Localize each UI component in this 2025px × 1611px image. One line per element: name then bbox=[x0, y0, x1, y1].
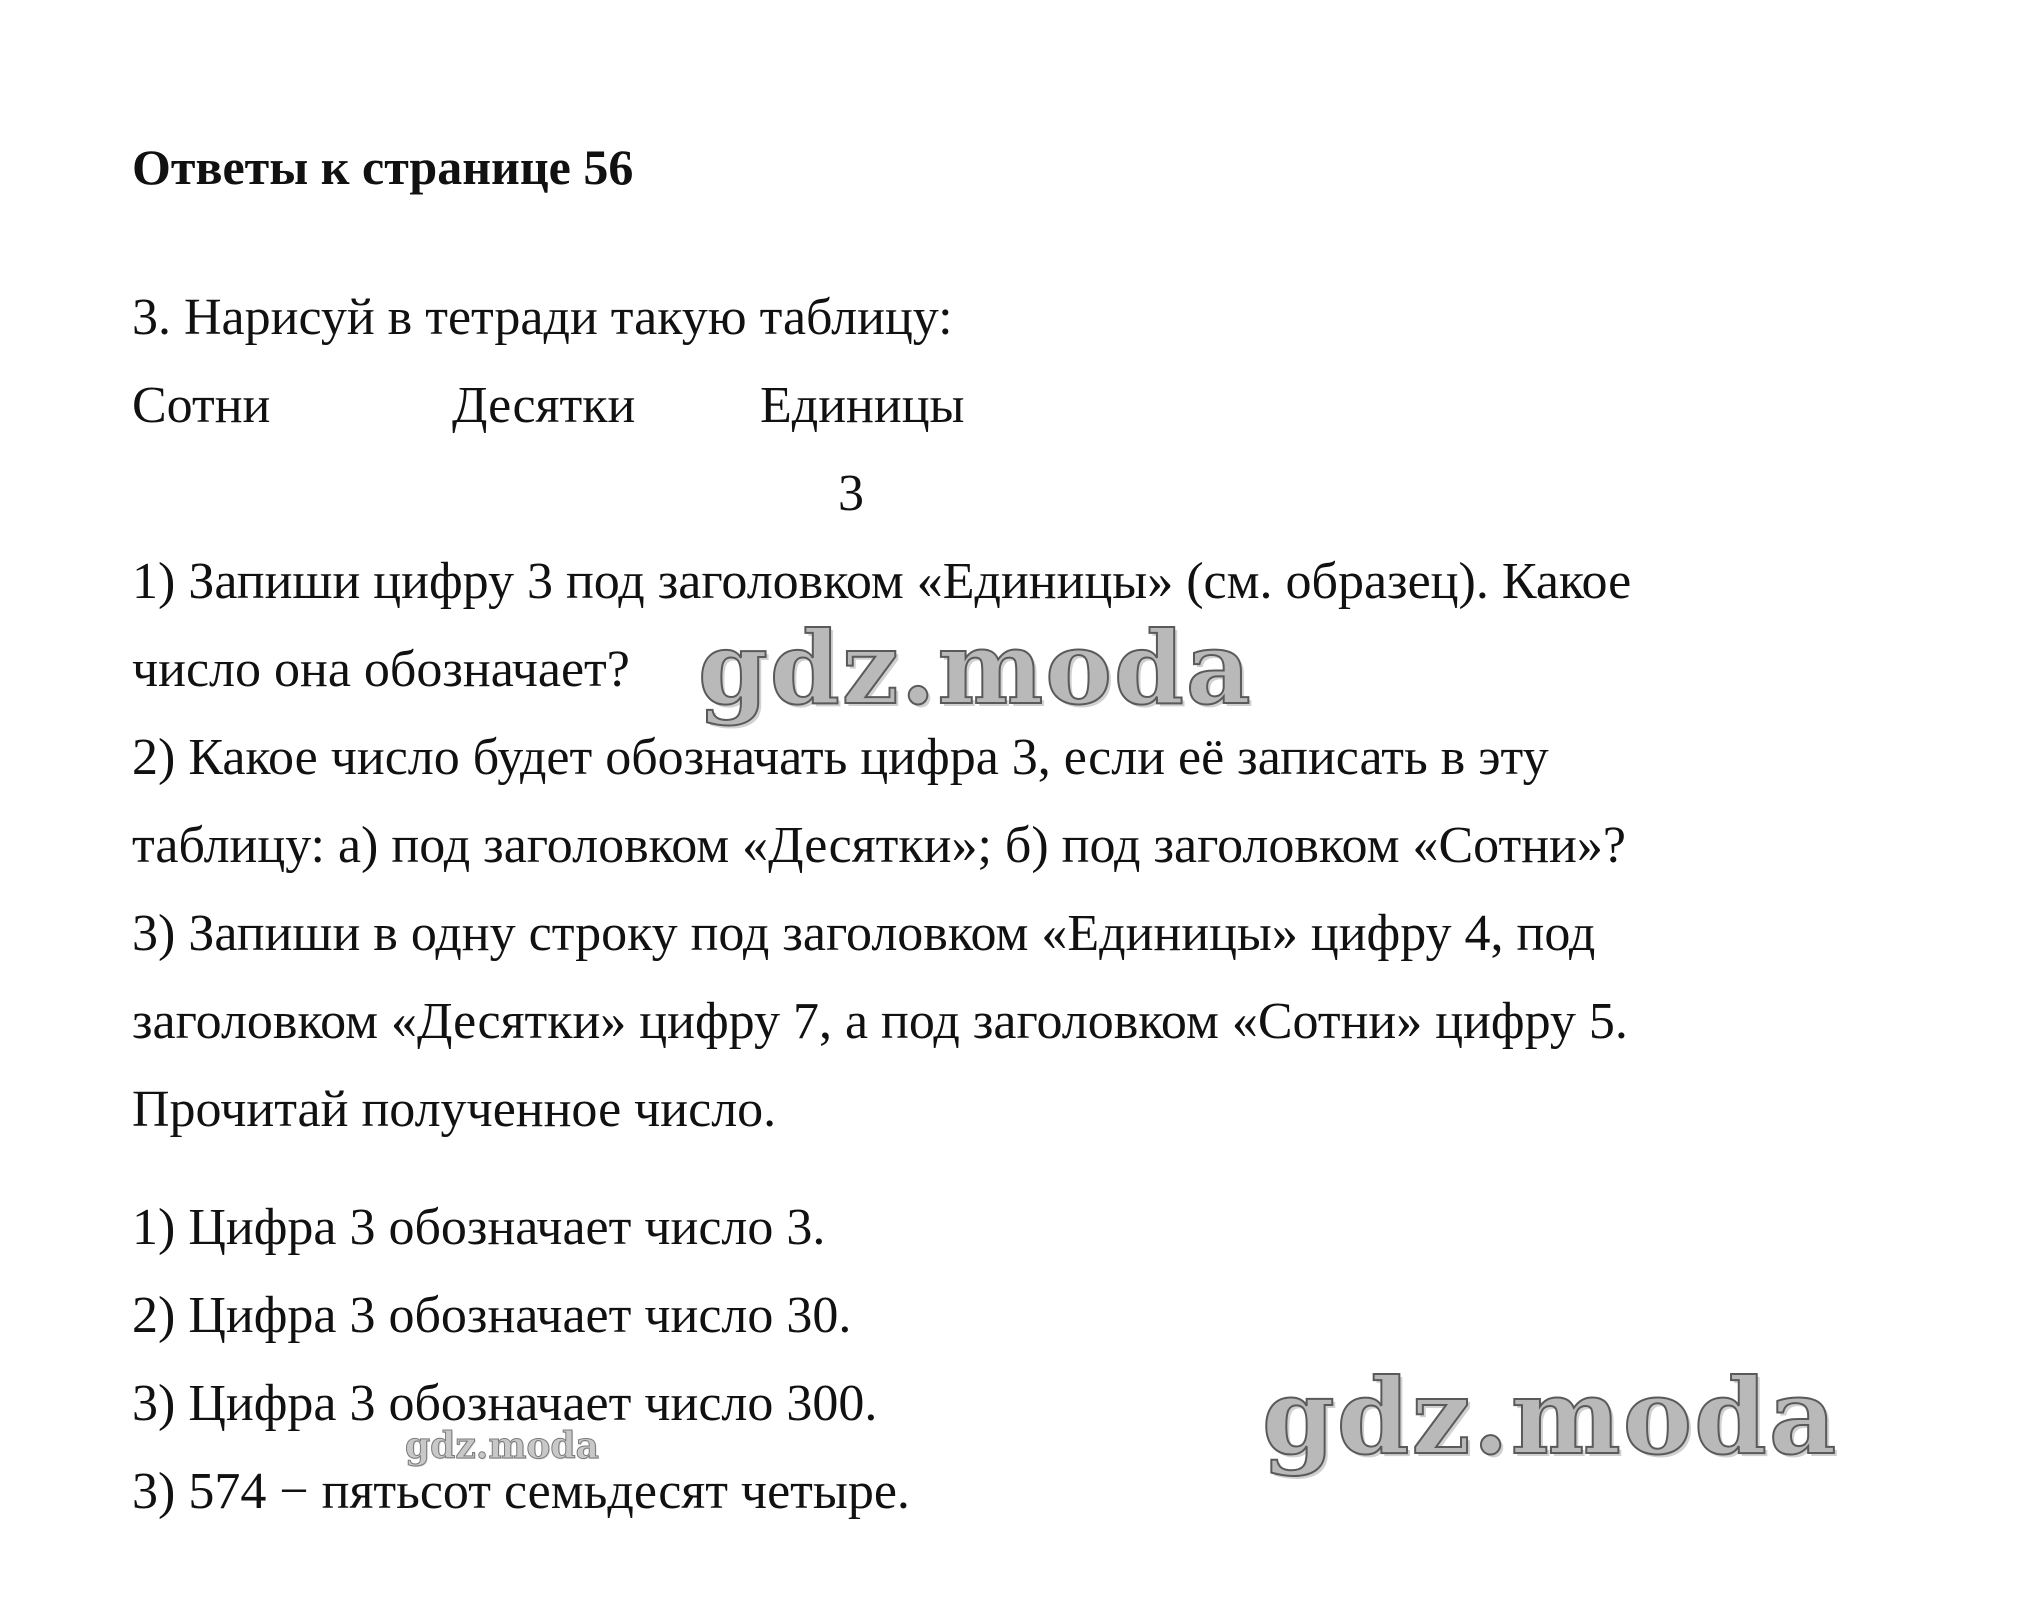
task-line: 2) Какое число будет обозначать цифра 3, если её записать в эту bbox=[132, 729, 1549, 786]
task-line: 3) Запиши в одну строку под заголовком «Единицы» цифру 4, под bbox=[132, 905, 1596, 962]
task-line: 1) Запиши цифру 3 под заголовком «Единицы» (см. образец). Какое bbox=[132, 553, 1632, 610]
table-header-tens: Десятки bbox=[452, 377, 636, 434]
table-header-units: Единицы bbox=[760, 377, 965, 434]
task-line: заголовком «Десятки» цифру 7, а под заголовком «Сотни» цифру 5. bbox=[132, 993, 1628, 1050]
watermark-logo-small: gdz.moda bbox=[405, 1425, 599, 1467]
table-header-hundreds: Сотни bbox=[132, 377, 271, 434]
answer-line: 3) 574 − пятьсот семьдесят четыре. bbox=[132, 1463, 910, 1520]
task-heading: 3. Нарисуй в тетради такую таблицу: bbox=[132, 289, 953, 346]
watermark-logo: gdz.moda bbox=[698, 609, 1253, 727]
watermark-logo: gdz.moda bbox=[1262, 1355, 1839, 1478]
task-line: Прочитай полученное число. bbox=[132, 1081, 777, 1138]
answer-line: 1) Цифра 3 обозначает число 3. bbox=[132, 1199, 826, 1256]
answer-line: 2) Цифра 3 обозначает число 30. bbox=[132, 1287, 852, 1344]
task-line: таблицу: а) под заголовком «Десятки»; б) под заголовком «Сотни»? bbox=[132, 817, 1626, 874]
answer-line: 3) Цифра 3 обозначает число 300. bbox=[132, 1375, 878, 1432]
sample-digit: 3 bbox=[838, 465, 864, 522]
task-line: число она обозначает? bbox=[132, 641, 630, 698]
page-title: Ответы к странице 56 bbox=[132, 139, 634, 195]
